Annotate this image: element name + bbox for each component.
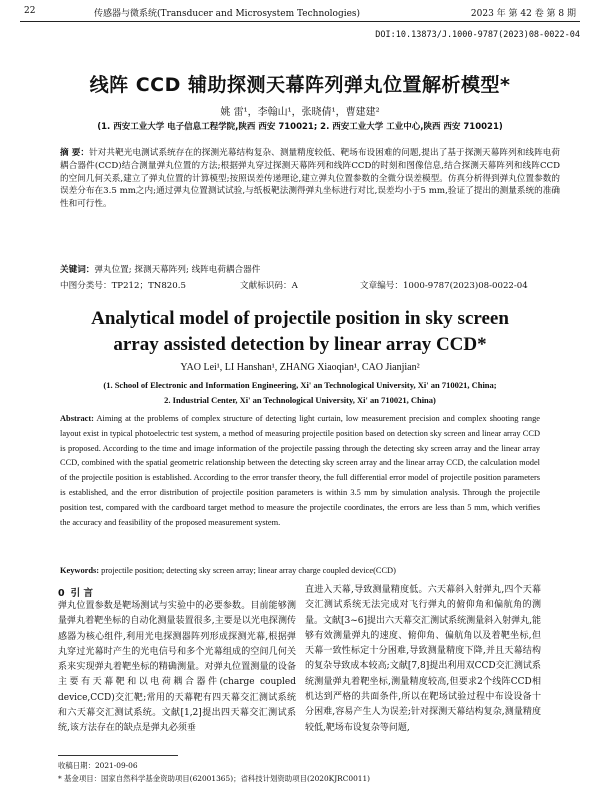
page-number: 22 bbox=[24, 6, 36, 16]
keywords-text-chinese: 弹丸位置; 探测天幕阵列; 线阵电荷耦合器件 bbox=[94, 265, 261, 275]
header-rule bbox=[20, 21, 580, 22]
running-header bbox=[0, 4, 600, 20]
keywords-text-english: projectile position; detecting sky screen array; linear array charge coupled device(CCD) bbox=[101, 566, 396, 575]
affiliations-chinese: (1. 西安工业大学 电子信息工程学院,陕西 西安 710021; 2. 西安工业大学 工业中心,陕西 西安 710021) bbox=[97, 122, 503, 132]
keywords-chinese bbox=[60, 263, 560, 275]
funding-note: * 基金项目：国家自然科学基金资助项目(62001365)；省科技计划资助项目(2020KJRC0011) bbox=[58, 774, 371, 783]
authors-english: YAO Lei¹, LI Hanshan¹, ZHANG Xiaoqian¹, CAO Jianjian² bbox=[180, 362, 420, 373]
abstract-label-chinese: 摘 要： bbox=[60, 148, 90, 158]
abstract-text-english: Aiming at the problems of complex structure of detecting light curtain, low measurement precision and complex shooting range layout exist in typical photoelectric test system, a method of measuring projectile position based on detection sky screen and linear array CCD is proposed. According to the time and image information of the projectile passing through the detecting sky screen array and the linear array CCD, combined with the spatial geometric relationship between the detecting sky screen array and the linear array CCD, the calculation model of the projectile position is established. According to the error transfer theory, the full differential error model of projectile position parameters is established, and the error distribution of projectile position parameters is within 3.5 mm by simulation analysis. Through the projectile position test, compared with the cardboard target method to measure the projectile coordinates, the errors are less than 5 mm, which verifies the accuracy and feasibility of the proposed measurement system. bbox=[60, 414, 541, 527]
authors-chinese: 姚 雷¹，李翰山¹，张晓倩¹，曹建建² bbox=[220, 107, 380, 118]
section-heading bbox=[58, 585, 93, 599]
article-number: 文章编号：1000-9787(2023)08-0022-04 bbox=[360, 281, 528, 291]
doi: DOI:10.13873/J.1000-9787(2023)08-0022-04 bbox=[375, 30, 580, 40]
title-chinese: 线阵 CCD 辅助探测天幕阵列弹丸位置解析模型* bbox=[89, 74, 511, 96]
abstract-chinese bbox=[60, 147, 560, 211]
body-column-right: 直进入天幕,导致测量精度低。六天幕斜入射弹丸,四个天幕交汇测试系统无法完成对飞行弹丸的俯仰角和偏航角的测量。文献[3~6]提出六天幕交汇测试系统测量斜入射弹丸,能够有效测量弹丸的速度、俯仰角、偏航角以及着靶坐标,但天幕一致性标定十分困难,导致测量精度下降,并且天幕结构的复杂导致成本较高;文献[7,8]提出利用双CCD交汇测试系统测量弹丸着靶坐标,测量精度较高,但要求2个线阵CCD相机达到严格的共面条件,所以在靶场试验过程中布设设备十分困难,容易产生人为误差;针对探测天幕结构复杂,测量精度较低,靶场布设复杂等问题, bbox=[305, 585, 541, 733]
received-date: 收稿日期：2021-09-06 bbox=[58, 761, 138, 770]
abstract-english bbox=[60, 412, 540, 530]
abstract-text-chinese: 针对共靶光电测试系统存在的探测光幕结构复杂、测量精度较低、靶场布设困难的问题,提出了基于探测天幕阵列和线阵电荷耦合器件(CCD)结合测量弹丸位置的方法;根据弹丸穿过探测天幕阵列和线阵CCD的时刻和图像信息,结合探测天幕阵列和线阵CCD的空间几何关系,建立了弹丸位置的计算模型;按照误差传递理论,建立弹丸位置参数的全微分误差模型。仿真分析得到弹丸位置参数的误差分布在3.5 mm之内;通过弹丸位置测试试验,与纸板靶法测得弹丸坐标进行对比,误差均小于5 mm,验证了提出的测量系统的准确性和可行性。 bbox=[60, 148, 561, 210]
keywords-label-english: Keywords: bbox=[60, 566, 100, 575]
document-code: 文献标识码：A bbox=[240, 281, 298, 291]
clc-number: 中图分类号：TP212；TN820.5 bbox=[60, 281, 186, 291]
footnote-rule bbox=[58, 755, 178, 756]
section-title: 引 言 bbox=[70, 588, 93, 599]
body-column-left: 弹丸位置参数是靶场测试与实验中的必要参数。目前能够测量弹丸着靶坐标的自动化测量装置很多,主要是以光电探测传感器为核心组件,利用光电探测器阵列形成探测光幕,根据弹丸穿过光幕时产生的光电信号和多个光幕组成的空间几何关系来实现弹丸着靶坐标的精确测量。对弹丸位置测量的设备主要有天幕靶和以电荷耦合器件(charge coupled device,CCD)交汇靶;常用的天幕靶有四天幕交汇测试系统和六天幕交汇测试系统。文献[1,2]提出四天幕交汇测试系统,该方法存在的缺点是弹丸必须垂 bbox=[58, 601, 296, 734]
keywords-english bbox=[60, 566, 540, 575]
keywords-label-chinese: 关键词： bbox=[60, 265, 95, 275]
abstract-label-english: Abstract: bbox=[60, 414, 94, 423]
title-english bbox=[0, 306, 600, 358]
section-number: 0 bbox=[58, 588, 65, 599]
affiliations-english bbox=[0, 378, 600, 408]
volume-info: 2023 年 第 42 卷 第 8 期 bbox=[470, 9, 576, 19]
affiliation-en-2: 2. Industrial Center, Xi' an Technological University, Xi' an 710021, China) bbox=[164, 395, 436, 405]
title-english-text: Analytical model of projectile position in sky screen array assisted detection by linear array CCD* bbox=[91, 308, 509, 355]
affiliation-en-1: (1. School of Electronic and Information Engineering, Xi' an Technological University, Xi' an 710021, China; bbox=[103, 380, 497, 390]
journal-name: 传感器与微系统(Transducer and Microsystem Technologies) bbox=[94, 9, 361, 19]
